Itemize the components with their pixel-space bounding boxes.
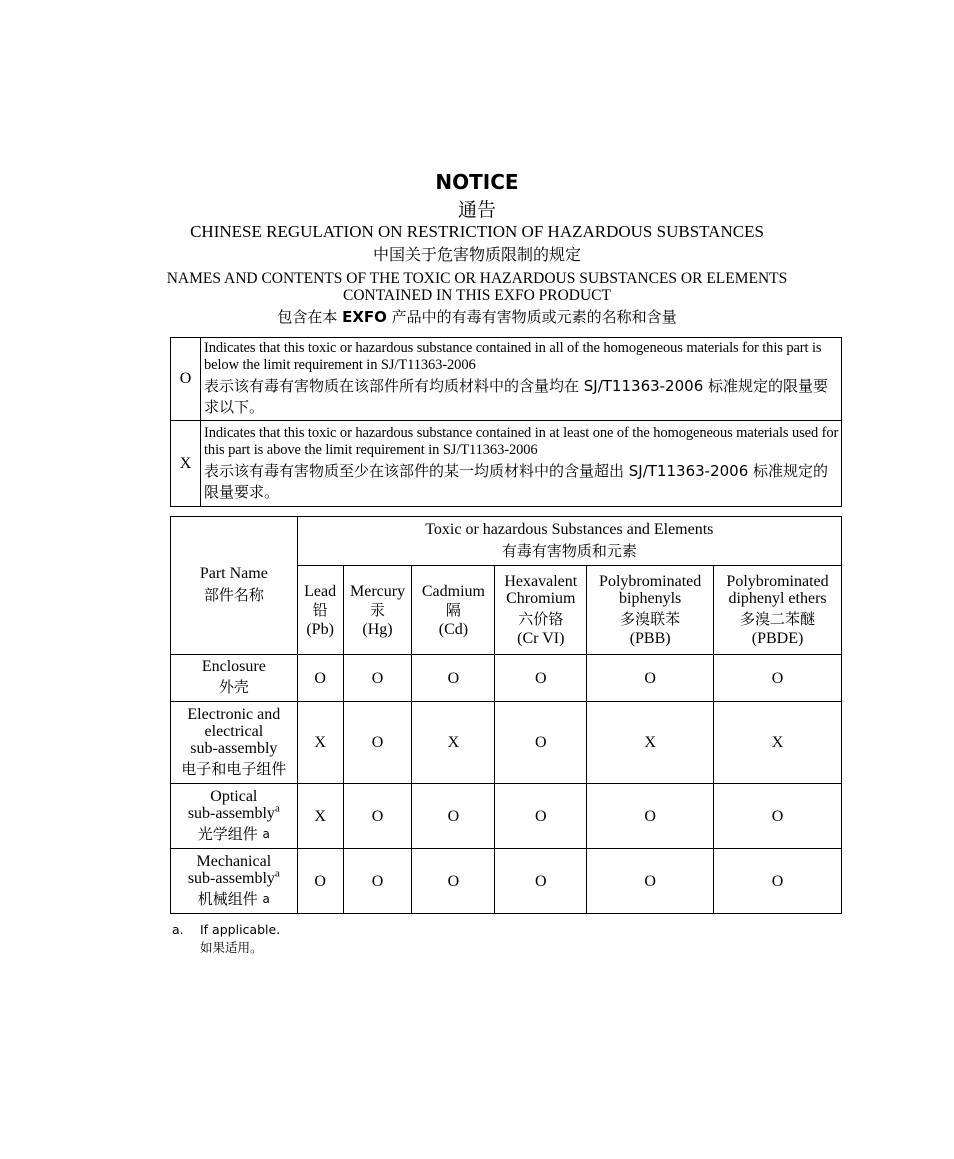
column-name: Hexavalent: [504, 573, 578, 590]
column-header-hexavalent-chromium: [495, 566, 587, 655]
footnote-marker-cn: a: [262, 826, 270, 841]
column-header-cadmium: [412, 566, 495, 655]
legend-row-o: [171, 338, 842, 421]
part-name-cell: [171, 702, 298, 784]
value-cell: X: [714, 702, 842, 784]
part-name-label-cn: 部件名称: [203, 586, 264, 604]
notice-title: NOTICE: [435, 170, 519, 194]
group-header-label: Toxic or hazardous Substances and Elements: [425, 520, 714, 538]
part-name-label: Part Name: [199, 565, 268, 582]
part-name-header: [171, 517, 298, 655]
notice-title-cn: 通告: [457, 199, 496, 221]
legend-table: [170, 337, 842, 507]
column-symbol: (PBB): [629, 630, 671, 647]
column-header-pbb: [587, 566, 714, 655]
footnote: [172, 921, 280, 957]
column-name-line2: diphenyl ethers: [728, 590, 827, 607]
footnote-marker: a: [274, 802, 280, 815]
column-name-line2: Chromium: [506, 590, 576, 607]
column-name: Polybrominated: [726, 573, 829, 590]
value-cell: O: [412, 849, 495, 914]
value-cell: O: [587, 849, 714, 914]
table-row: [171, 655, 842, 702]
column-name: Cadmium: [421, 582, 485, 600]
part-name: Optical: [210, 787, 258, 805]
value-cell: O: [714, 655, 842, 702]
footnote-text: If applicable.: [200, 922, 281, 937]
part-name: Enclosure: [201, 658, 266, 675]
footnote-text-cn: 如果适用。: [200, 940, 263, 955]
part-name-cn: 电子和电子组件: [181, 759, 287, 778]
value-cell: O: [495, 849, 587, 914]
footnote-line: [172, 921, 280, 939]
value-cell: O: [343, 702, 412, 784]
legend-text-cn: 表示该有毒有害物质在该部件所有均质材料中的含量均在 SJ/T11363-2006 标准规定的限量要求以下。: [204, 377, 829, 416]
legend-symbol: X: [171, 421, 201, 507]
part-name-line2: electrical: [204, 722, 264, 740]
part-name-line2: [171, 867, 297, 887]
names-title-line1: NAMES AND CONTENTS OF THE TOXIC OR HAZARDOUS SUBSTANCES OR ELEMENTS: [166, 270, 788, 287]
column-name-cn: 六价铬: [518, 610, 564, 628]
part-name-cn: 外壳: [218, 678, 249, 696]
part-name: Electronic and: [187, 705, 281, 723]
legend-text-en: Indicates that this toxic or hazardous substance contained in all of the homogeneous materials for this part is below the limit requirement in SJ/T11363-2006: [204, 340, 822, 373]
names-title-cn-after: 产品中的有毒有害物质或元素的名称和含量: [386, 308, 677, 326]
part-name-cell: [171, 849, 298, 914]
column-name-cn: 多溴联苯: [620, 610, 681, 628]
column-header-pbde: [714, 566, 842, 655]
column-symbol: (Pb): [306, 620, 334, 638]
value-cell: O: [343, 784, 412, 849]
value-cell: O: [343, 849, 412, 914]
part-name-cell: [171, 655, 298, 702]
value-cell: O: [343, 655, 412, 702]
group-header-label-cn: 有毒有害物质和元素: [501, 541, 637, 560]
part-name-cn-text: 光学组件: [197, 824, 263, 843]
part-name-text: sub-assembly: [187, 804, 275, 822]
legend-description: [201, 338, 842, 421]
value-cell: O: [297, 849, 343, 914]
column-symbol: (Hg): [362, 620, 393, 638]
brand-name: EXFO: [342, 308, 387, 326]
footnote-marker-cn: a: [262, 891, 270, 906]
names-title: [0, 270, 954, 304]
part-name-cell: [171, 784, 298, 849]
part-name-text: sub-assembly: [187, 869, 275, 887]
legend-text-en: Indicates that this toxic or hazardous substance contained in at least one of the homogeneous materials used for this part is above the limit requirement in SJ/T11363-2006: [204, 424, 839, 458]
table-header-row: [171, 517, 842, 566]
substances-group-header: [297, 517, 841, 566]
names-title-cn-before: 包含在本: [277, 308, 343, 326]
part-name-cn: [171, 824, 297, 845]
value-cell: O: [297, 655, 343, 702]
names-title-line2: CONTAINED IN THIS EXFO PRODUCT: [342, 287, 611, 304]
column-name-cn: 铅: [312, 600, 328, 619]
value-cell: X: [412, 702, 495, 784]
column-symbol: (PBDE): [751, 630, 804, 647]
column-symbol: (Cd): [438, 620, 469, 638]
part-name: Mechanical: [196, 852, 272, 870]
part-name-line3: sub-assembly: [190, 739, 278, 757]
column-header-lead: [297, 566, 343, 655]
column-name-cn: 隔: [445, 600, 461, 619]
footnote-marker: a: [274, 867, 280, 880]
value-cell: X: [297, 784, 343, 849]
value-cell: O: [714, 784, 842, 849]
part-name-cn: [171, 889, 297, 910]
footnote-label: a.: [172, 922, 184, 937]
column-name-line2: biphenyls: [619, 590, 682, 607]
table-row: [171, 702, 842, 784]
table-row: [171, 784, 842, 849]
part-name-line2: [171, 802, 297, 822]
legend-text-cn: 表示该有毒有害物质至少在该部件的某一均质材料中的含量超出 SJ/T11363-2006 标准规定的限量要求。: [204, 461, 829, 501]
value-cell: O: [495, 702, 587, 784]
substance-table: [170, 516, 842, 914]
column-header-mercury: [343, 566, 412, 655]
regulation-title: CHINESE REGULATION ON RESTRICTION OF HAZARDOUS SUBSTANCES: [190, 222, 764, 241]
value-cell: O: [714, 849, 842, 914]
column-name: Lead: [304, 582, 337, 600]
value-cell: O: [495, 655, 587, 702]
legend-symbol: O: [171, 338, 201, 421]
value-cell: O: [412, 784, 495, 849]
regulation-title-cn: 中国关于危害物质限制的规定: [372, 245, 581, 264]
table-row: [171, 849, 842, 914]
value-cell: O: [495, 784, 587, 849]
column-name: Mercury: [349, 582, 406, 600]
value-cell: X: [297, 702, 343, 784]
value-cell: X: [587, 702, 714, 784]
legend-row-x: [171, 421, 842, 507]
legend-description: [201, 421, 842, 507]
value-cell: O: [587, 655, 714, 702]
part-name-cn-text: 机械组件: [197, 889, 263, 908]
column-name-cn: 汞: [370, 600, 386, 619]
value-cell: O: [587, 784, 714, 849]
value-cell: O: [412, 655, 495, 702]
column-name-cn: 多溴二苯醚: [740, 610, 816, 628]
column-name: Polybrominated: [599, 573, 702, 590]
column-symbol: (Cr VI): [517, 630, 565, 647]
names-title-cn: [0, 306, 954, 327]
